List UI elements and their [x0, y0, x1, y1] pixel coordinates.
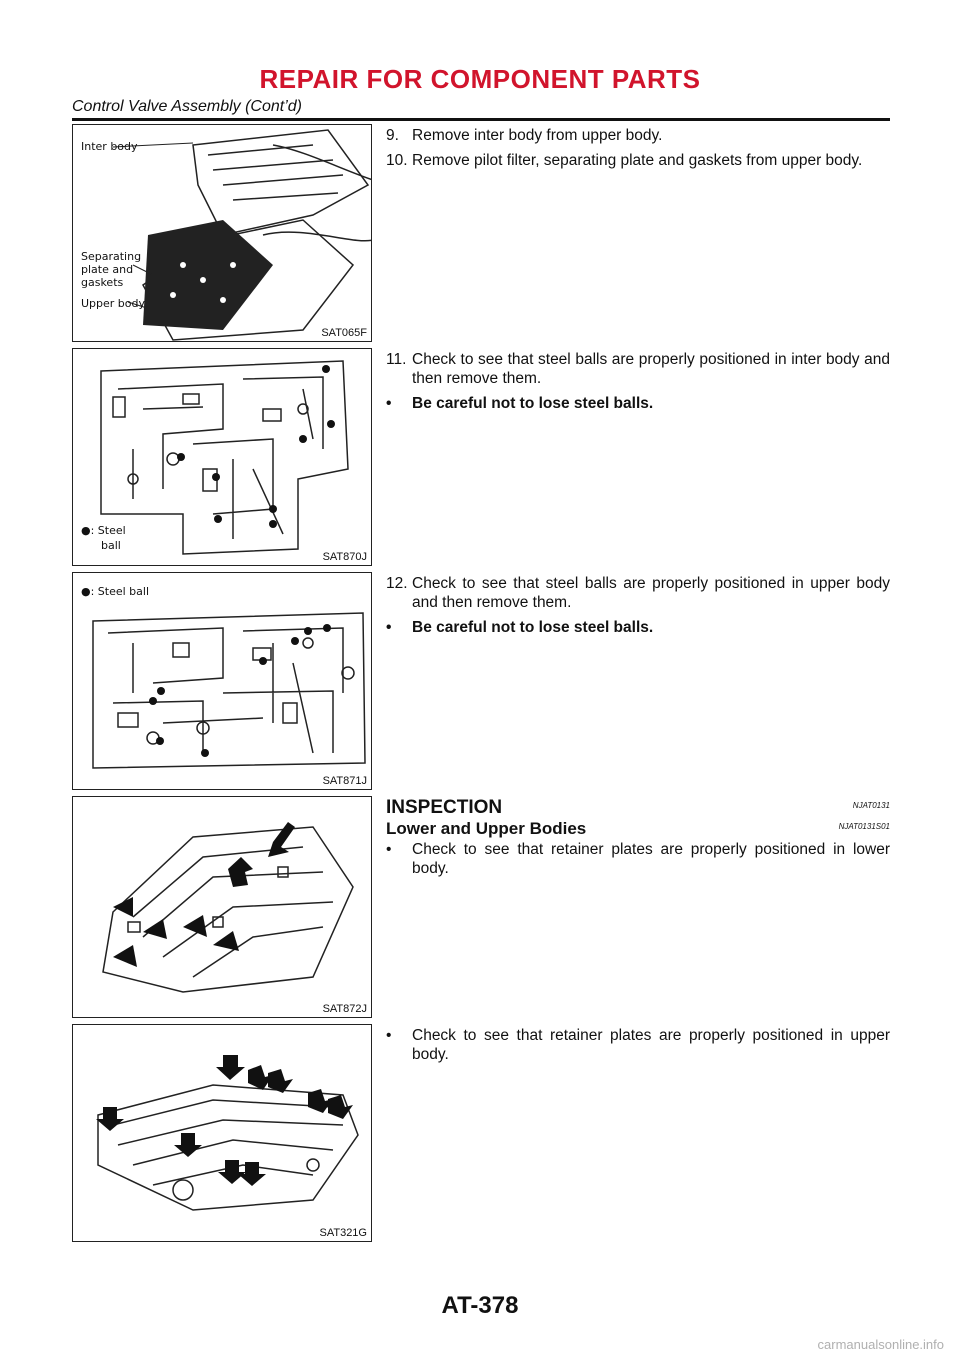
- figure-sat870j-illustration: [73, 349, 372, 566]
- figure-sat871j-illustration: [73, 573, 372, 790]
- step-text: Check to see that steel balls are properly positioned in inter body and then remove them.: [412, 351, 890, 387]
- caution-text: Be careful not to lose steel balls.: [412, 395, 654, 412]
- figure-code: SAT872J: [322, 1003, 367, 1015]
- label-gaskets: gaskets: [81, 276, 124, 289]
- step-number: 12.: [386, 575, 408, 592]
- inspection-section: [386, 798, 890, 882]
- label-upper-body: Upper body: [81, 297, 146, 310]
- label-steel-ball: ●: Steel: [81, 524, 126, 537]
- watermark: carmanualsonline.info: [817, 1337, 944, 1352]
- figure-sat065f-illustration: [73, 125, 372, 342]
- figure-sat871j: [72, 572, 372, 790]
- figure-sat870j: [72, 348, 372, 566]
- bullet-dot: •: [386, 619, 392, 636]
- subheading-text: Lower and Upper Bodies: [386, 819, 587, 838]
- inspection-bullet-upper: [386, 1026, 890, 1064]
- figure-code: SAT870J: [322, 551, 367, 563]
- step-11: [386, 350, 890, 388]
- inspection-upper-block: [386, 1026, 890, 1068]
- label-inter-body: Inter body: [81, 140, 138, 153]
- figure-sat065f: [72, 124, 372, 342]
- step-12-block: [386, 574, 890, 641]
- step-12-caution: [386, 618, 890, 637]
- header-rule: [72, 118, 890, 121]
- step-number: 11.: [386, 351, 407, 368]
- inspection-heading: [386, 798, 890, 817]
- figure-code: SAT321G: [319, 1227, 367, 1239]
- caution-text: Be careful not to lose steel balls.: [412, 619, 654, 636]
- figure-sat872j-illustration: [73, 797, 372, 1018]
- bullet-text: Check to see that retainer plates are properly positioned in upper body.: [412, 1027, 890, 1063]
- bullet-dot: •: [386, 841, 392, 858]
- step-11-caution: [386, 394, 890, 413]
- step-9: [386, 126, 890, 145]
- subheading-ref: NJAT0131S01: [838, 822, 890, 831]
- heading-text: INSPECTION: [386, 797, 503, 818]
- step-text: Remove pilot filter, separating plate and gaskets from upper body.: [412, 152, 863, 169]
- figure-code: SAT065F: [321, 327, 367, 339]
- figure-code: SAT871J: [322, 775, 367, 787]
- step-12: [386, 574, 890, 612]
- step-11-block: [386, 350, 890, 417]
- inspection-bullet-lower: [386, 840, 890, 878]
- step-text: Check to see that steel balls are properly positioned in upper body and then remove them.: [412, 575, 890, 611]
- label-plate-and: plate and: [81, 263, 134, 276]
- inspection-subheading: [386, 819, 890, 838]
- figure-sat321g: [72, 1024, 372, 1242]
- heading-ref: NJAT0131: [852, 801, 890, 810]
- label-separating: Separating: [81, 250, 142, 263]
- label-ball: ball: [101, 539, 121, 552]
- step-number: 9.: [386, 127, 399, 144]
- step-number: 10.: [386, 152, 408, 169]
- page-title: REPAIR FOR COMPONENT PARTS: [259, 64, 701, 94]
- steps-9-10: [386, 126, 890, 176]
- bullet-dot: •: [386, 1027, 392, 1044]
- bullet-text: Check to see that retainer plates are properly positioned in lower body.: [412, 841, 890, 877]
- label-steel-ball: ●: Steel ball: [81, 585, 150, 598]
- page-number: AT-378: [441, 1292, 519, 1319]
- figure-sat321g-illustration: [73, 1025, 372, 1242]
- figure-sat872j: [72, 796, 372, 1018]
- bullet-dot: •: [386, 395, 392, 412]
- step-10: [386, 151, 890, 170]
- step-text: Remove inter body from upper body.: [412, 127, 663, 144]
- page-subtitle: Control Valve Assembly (Cont’d): [72, 98, 303, 115]
